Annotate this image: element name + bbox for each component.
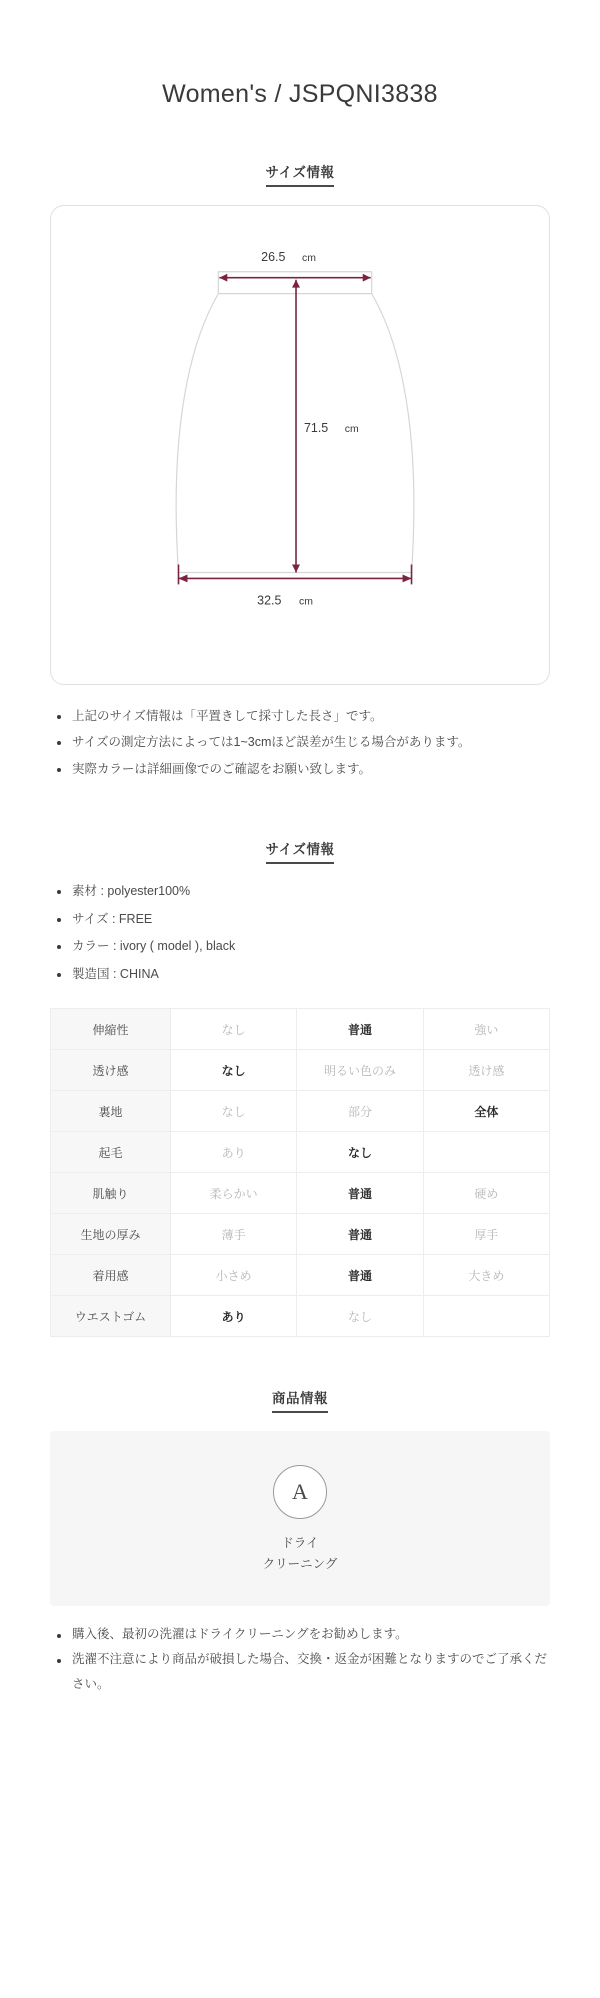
- care-instruction-box: [50, 1431, 550, 1606]
- attribute-option: 明るい色のみ: [297, 1050, 423, 1091]
- table-row: [51, 1132, 550, 1173]
- attribute-option: 強い: [423, 1009, 549, 1050]
- attribute-option: 柔らかい: [171, 1173, 297, 1214]
- table-row: [51, 1009, 550, 1050]
- list-item: 購入後、最初の洗濯はドライクリーニングをお勧めします。: [54, 1622, 550, 1647]
- list-item: 上記のサイズ情報は「平置きして採寸した長さ」です。: [54, 703, 550, 730]
- section-heading-product-info-label: 商品情報: [272, 1387, 328, 1413]
- top-width-value: 26.5: [261, 249, 286, 264]
- attribute-option-empty: [423, 1132, 549, 1173]
- attributes-table: [50, 1008, 550, 1337]
- table-row: [51, 1214, 550, 1255]
- attribute-option: 普通: [297, 1255, 423, 1296]
- table-row: [51, 1296, 550, 1337]
- attribute-option: なし: [297, 1132, 423, 1173]
- attribute-option: なし: [297, 1296, 423, 1337]
- attribute-option: 普通: [297, 1009, 423, 1050]
- attribute-option: 大きめ: [423, 1255, 549, 1296]
- attribute-option: あり: [171, 1132, 297, 1173]
- attribute-option: なし: [171, 1009, 297, 1050]
- care-notes-list: [50, 1622, 550, 1727]
- bottom-width-unit: cm: [299, 595, 313, 607]
- attribute-option: なし: [171, 1091, 297, 1132]
- section-heading-size-info: [50, 161, 550, 187]
- height-unit: cm: [344, 423, 359, 435]
- product-detail-page: [0, 78, 600, 1727]
- attribute-option: 硬め: [423, 1173, 549, 1214]
- attribute-option: 普通: [297, 1173, 423, 1214]
- page-title: Women's / JSPQNI3838: [162, 80, 438, 108]
- garment-outline: [176, 271, 414, 572]
- attribute-option: 厚手: [423, 1214, 549, 1255]
- attribute-option: なし: [171, 1050, 297, 1091]
- list-item: 洗濯不注意により商品が破損した場合、交換・返金が困難となりますのでご了承ください。: [54, 1647, 550, 1697]
- list-item: 製造国 : CHINA: [54, 961, 550, 989]
- attribute-label: 肌触り: [51, 1173, 171, 1214]
- size-diagram-svg: [51, 206, 549, 684]
- bottom-width-value: 32.5: [257, 592, 282, 607]
- attribute-option: あり: [171, 1296, 297, 1337]
- attribute-option: 全体: [423, 1091, 549, 1132]
- list-item: サイズ : FREE: [54, 906, 550, 934]
- attribute-label: 裏地: [51, 1091, 171, 1132]
- section-heading-size-info-2-label: サイズ情報: [266, 838, 335, 864]
- attribute-label: 生地の厚み: [51, 1214, 171, 1255]
- care-label-line1: ドライ: [281, 1536, 319, 1551]
- list-item: カラー : ivory ( model ), black: [54, 933, 550, 961]
- attribute-label: 起毛: [51, 1132, 171, 1173]
- table-row: [51, 1091, 550, 1132]
- attribute-option: 小さめ: [171, 1255, 297, 1296]
- attribute-label: 着用感: [51, 1255, 171, 1296]
- section-heading-size-info-label: サイズ情報: [266, 161, 335, 187]
- size-diagram: [50, 205, 550, 685]
- section-heading-product-info: [50, 1387, 550, 1413]
- attribute-option: 普通: [297, 1214, 423, 1255]
- attribute-label: ウエストゴム: [51, 1296, 171, 1337]
- height-value: 71.5: [303, 420, 329, 435]
- attribute-option-empty: [423, 1296, 549, 1337]
- table-row: [51, 1255, 550, 1296]
- top-width-unit: cm: [301, 252, 316, 264]
- attribute-option: 透け感: [423, 1050, 549, 1091]
- list-item: 実際カラーは詳細画像でのご確認をお願い致します。: [54, 756, 550, 783]
- attribute-label: 透け感: [51, 1050, 171, 1091]
- list-item: サイズの測定方法によっては1~3cmほど誤差が生じる場合があります。: [54, 729, 550, 756]
- list-item: 素材 : polyester100%: [54, 878, 550, 906]
- attribute-label: 伸縮性: [51, 1009, 171, 1050]
- spec-list: [50, 878, 550, 988]
- attribute-option: 部分: [297, 1091, 423, 1132]
- care-label-line2: クリーニング: [262, 1557, 338, 1572]
- section-heading-size-info-2: [50, 838, 550, 864]
- table-row: [51, 1050, 550, 1091]
- care-label: [50, 1533, 550, 1576]
- size-notes-list: [50, 703, 550, 784]
- dry-clean-icon: A: [273, 1465, 327, 1519]
- table-row: [51, 1173, 550, 1214]
- attribute-option: 薄手: [171, 1214, 297, 1255]
